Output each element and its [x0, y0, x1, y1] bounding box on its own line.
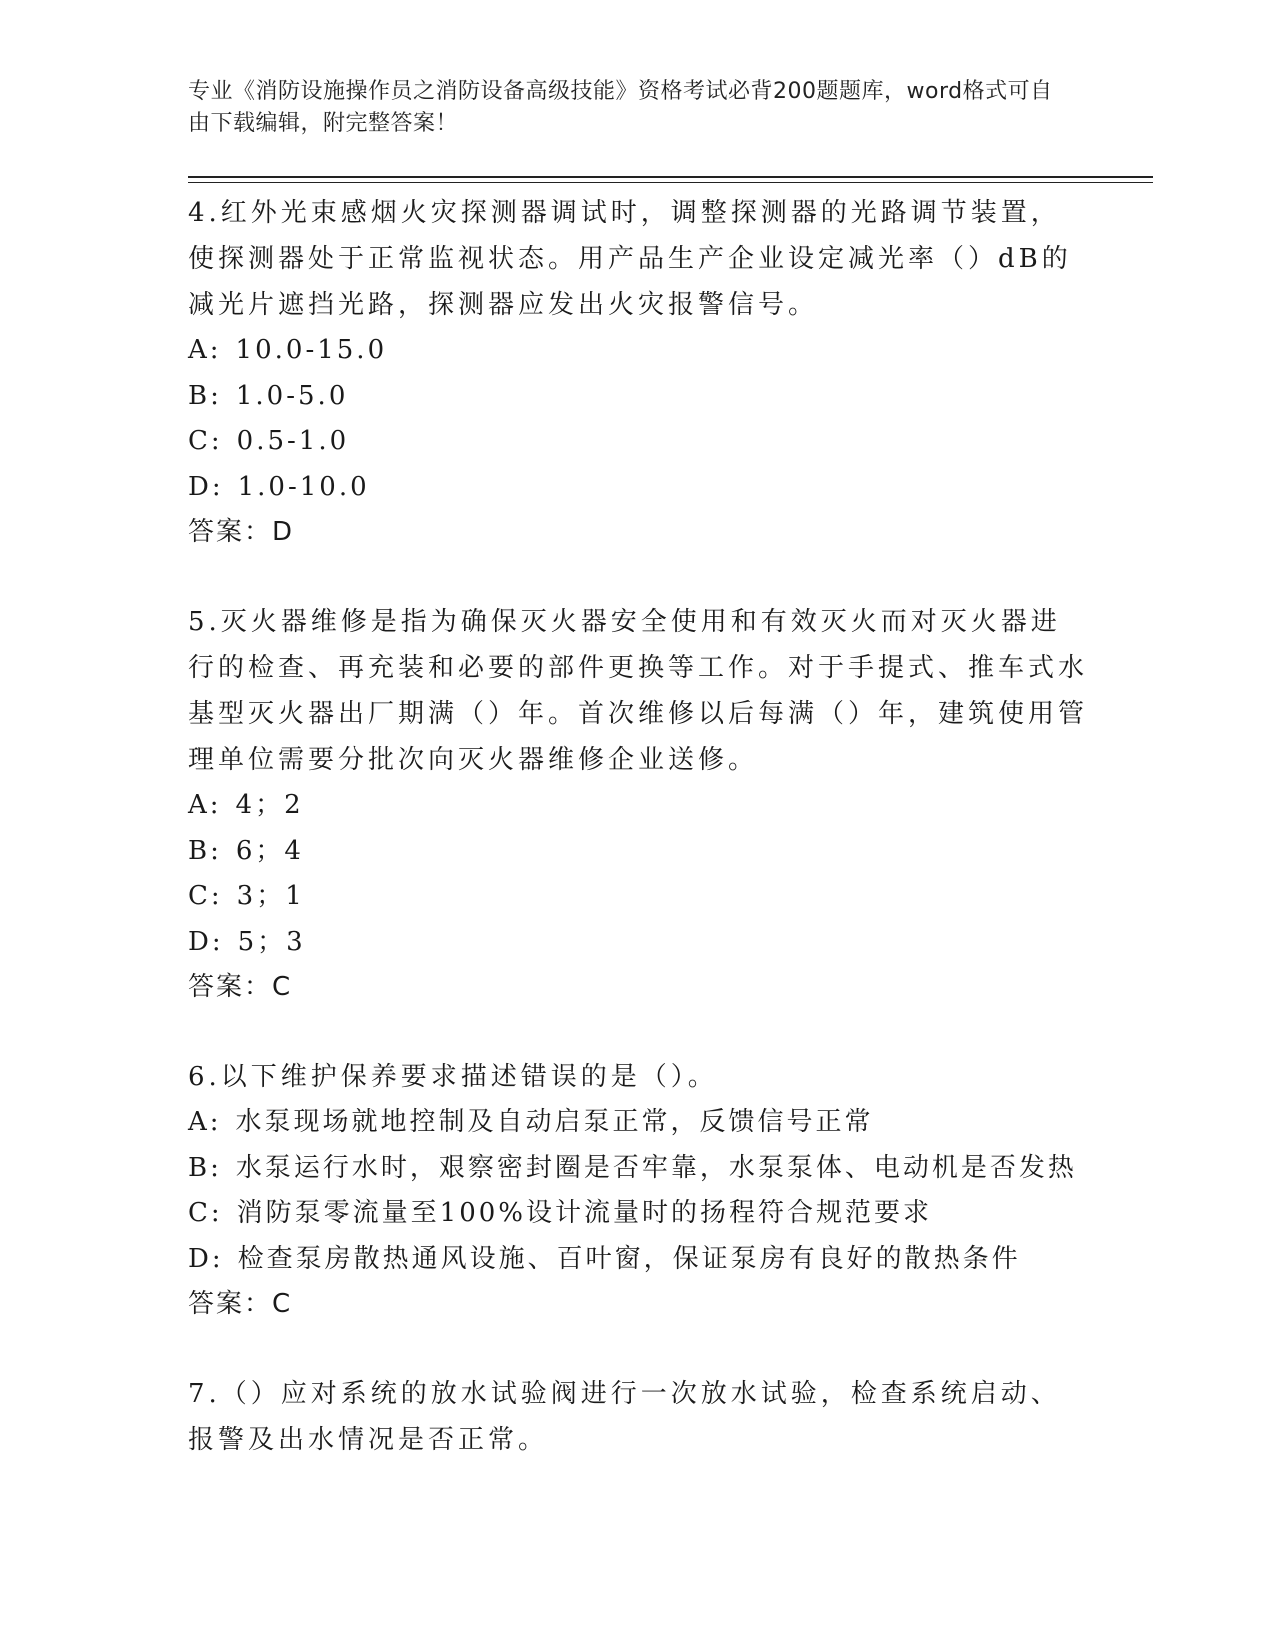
option-text: 水泵运行水时，艰察密封圈是否牢靠，水泵泵体、电动机是否发热	[235, 1152, 1077, 1183]
option-key: D:	[188, 471, 224, 502]
option-b	[188, 374, 1088, 420]
question-stem: 4.红外光束感烟火灾探测器调试时，调整探测器的光路调节装置，使探测器处于正常监视状态。用产品生产企业设定减光率（）dB的减光片遮挡光路，探测器应发出火灾报警信号。	[188, 198, 1072, 320]
option-key: A:	[188, 1107, 222, 1137]
option-b	[188, 1146, 1088, 1192]
option-c	[188, 1191, 1088, 1237]
question-4	[188, 190, 1088, 555]
question-5	[188, 599, 1088, 1010]
option-a	[188, 328, 1088, 374]
answer-line: 答案：C	[188, 1289, 293, 1319]
option-text: 1.0-5.0	[235, 380, 349, 411]
option-text: 10.0-15.0	[235, 335, 388, 365]
option-key: B:	[188, 380, 222, 411]
option-d	[188, 920, 1088, 966]
option-text: 检查泵房散热通风设施、百叶窗，保证泵房有良好的散热条件	[237, 1243, 1021, 1274]
option-c	[188, 419, 1088, 465]
answer-line: 答案：C	[188, 972, 293, 1002]
option-key: D:	[188, 926, 224, 957]
question-stem: 7.（）应对系统的放水试验阀进行一次放水试验，检查系统启动、报警及出水情况是否正常。	[188, 1379, 1061, 1455]
option-text: 1.0-10.0	[237, 471, 370, 502]
option-text: 消防泵零流量至100%设计流量时的扬程符合规范要求	[236, 1198, 932, 1228]
header-divider-thick	[188, 176, 1153, 178]
header-divider-thin	[188, 182, 1153, 183]
question-stem: 5.灭火器维修是指为确保灭火器安全使用和有效灭火而对灭火器进行的检查、再充装和必要的部件更换等工作。对于手提式、推车式水基型灭火器出厂期满（）年。首次维修以后每满（）年，建筑使用管理单位需要分批次向灭火器维修企业送修。	[188, 607, 1089, 775]
option-c	[188, 874, 1088, 920]
answer-line: 答案：D	[188, 517, 295, 547]
option-key: A:	[188, 335, 222, 365]
option-d	[188, 1237, 1088, 1283]
option-key: C:	[188, 426, 223, 456]
option-d	[188, 465, 1088, 511]
option-text: 3；1	[236, 881, 305, 911]
option-b	[188, 829, 1088, 875]
document-header: 专业《消防设施操作员之消防设备高级技能》资格考试必背200题题库，word格式可自由下载编辑，附完整答案！	[188, 79, 1053, 136]
option-key: A:	[188, 790, 222, 820]
option-key: D:	[188, 1243, 224, 1274]
option-key: C:	[188, 1198, 223, 1228]
question-stem: 6.以下维护保养要求描述错误的是（）。	[188, 1062, 718, 1092]
option-text: 6；4	[235, 835, 304, 866]
question-list	[188, 190, 1088, 1507]
question-7	[188, 1371, 1088, 1463]
option-a	[188, 1100, 1088, 1146]
option-text: 4；2	[235, 790, 304, 820]
option-key: B:	[188, 1152, 222, 1183]
option-text: 5；3	[237, 926, 306, 957]
option-key: B:	[188, 835, 222, 866]
option-a	[188, 783, 1088, 829]
option-key: C:	[188, 881, 223, 911]
question-6	[188, 1054, 1088, 1327]
option-text: 0.5-1.0	[236, 426, 350, 456]
option-text: 水泵现场就地控制及自动启泵正常，反馈信号正常	[235, 1107, 874, 1137]
